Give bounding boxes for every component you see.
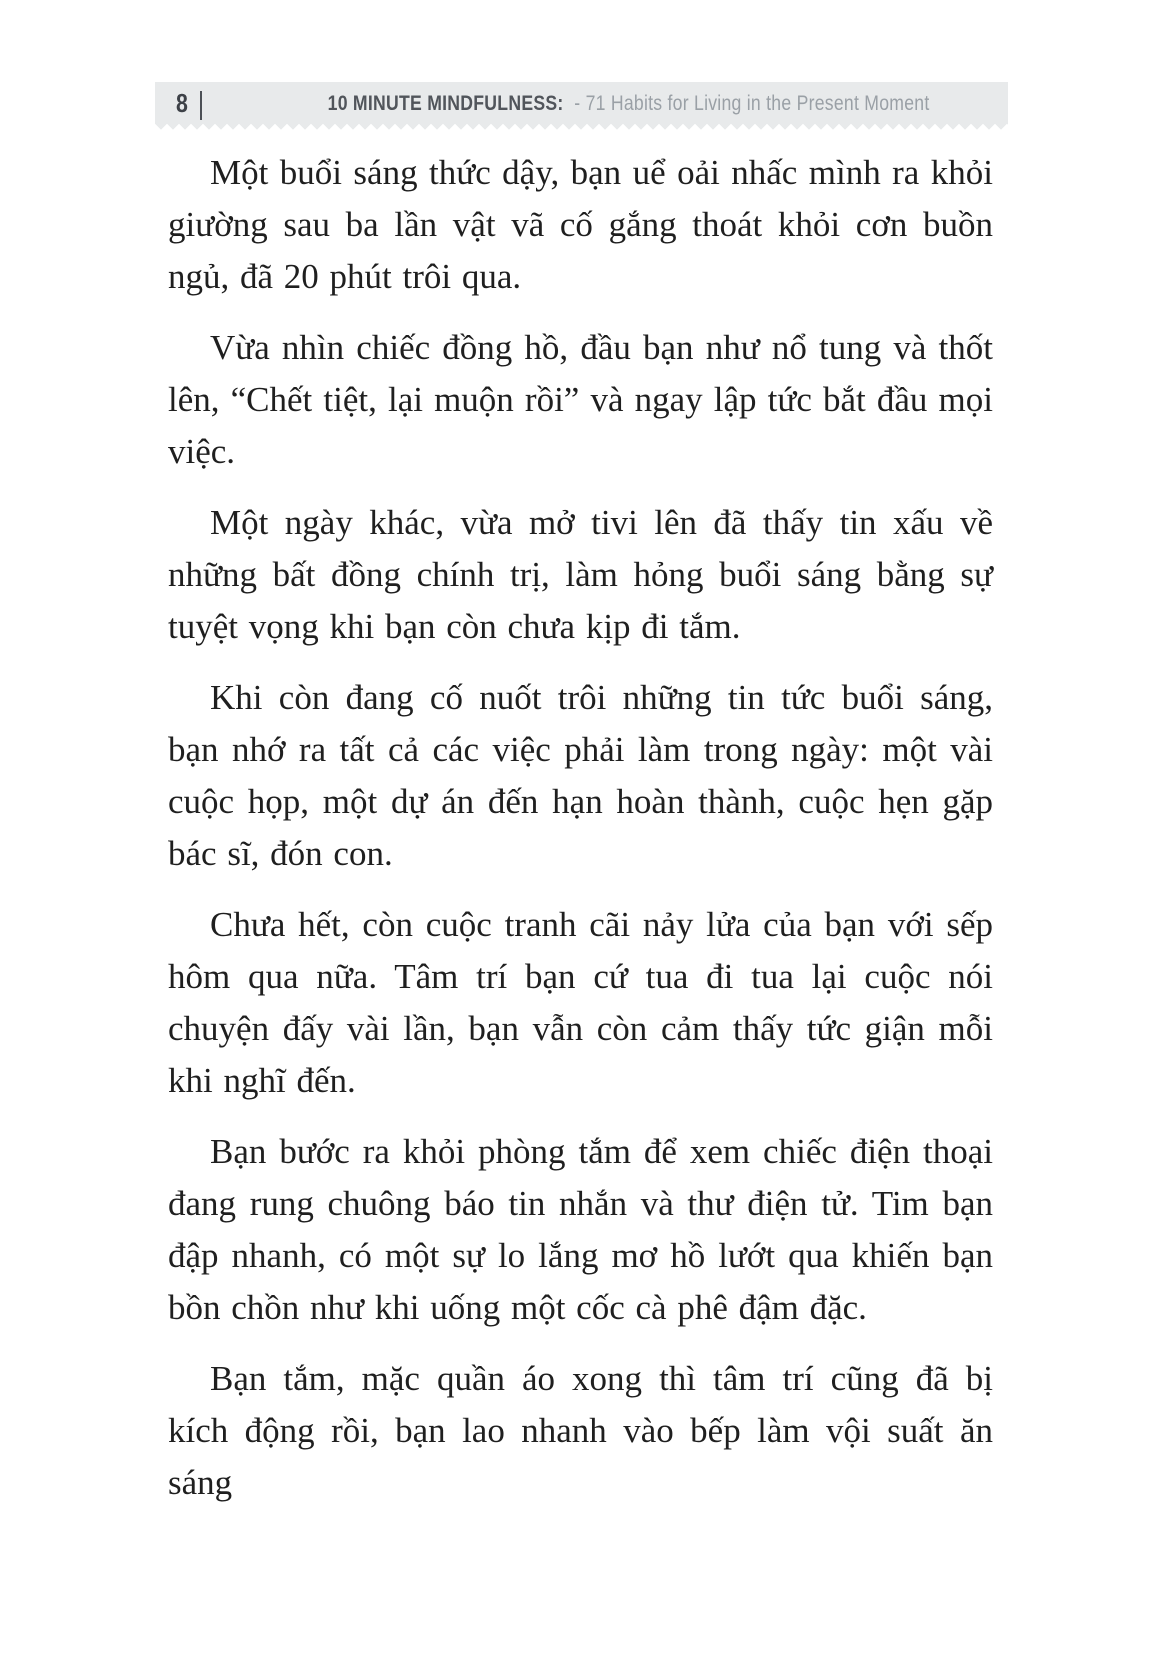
paragraph: Bạn bước ra khỏi phòng tắm để xem chiếc điện thoại đang rung chuông báo tin nhắn và thư điện tử. Tim bạn đập nhanh, có một sự lo lắng mơ hồ lướt qua khiến bạn bồn chồn như khi uống một cốc cà phê đậm đặc. xyxy=(168,1132,993,1327)
page-number: 8 xyxy=(176,88,188,118)
paragraph: Bạn tắm, mặc quần áo xong thì tâm trí cũng đã bị kích động rồi, bạn lao nhanh vào bếp làm vội suất ăn sáng xyxy=(168,1359,993,1502)
book-title: 10 MINUTE MINDFULNESS: xyxy=(328,91,564,115)
paragraph: Khi còn đang cố nuốt trôi những tin tức buổi sáng, bạn nhớ ra tất cả các việc phải làm trong ngày: một vài cuộc họp, một dự án đến hạn hoàn thành, cuộc hẹn gặp bác sĩ, đón con. xyxy=(168,678,993,873)
book-subtitle: - 71 Habits for Living in the Present Moment xyxy=(574,91,930,115)
header-title xyxy=(328,93,930,114)
running-header xyxy=(155,82,1008,130)
paragraph: Chưa hết, còn cuộc tranh cãi nảy lửa của bạn với sếp hôm qua nữa. Tâm trí bạn cứ tua đi tua lại cuộc nói chuyện đấy vài lần, bạn vẫn còn cảm thấy tức giận mỗi khi nghĩ đến. xyxy=(168,905,993,1100)
paragraph: Vừa nhìn chiếc đồng hồ, đầu bạn như nổ tung và thốt lên, “Chết tiệt, lại muộn rồi” và ngay lập tức bắt đầu mọi việc. xyxy=(168,328,993,471)
page-body-text xyxy=(168,147,993,1528)
running-header-inner xyxy=(155,82,1008,124)
page-number-divider xyxy=(200,91,202,120)
paragraph: Một ngày khác, vừa mở tivi lên đã thấy tin xấu về những bất đồng chính trị, làm hỏng buổi sáng bằng sự tuyệt vọng khi bạn còn chưa kịp đi tắm. xyxy=(168,503,993,646)
paragraph: Một buổi sáng thức dậy, bạn uể oải nhấc mình ra khỏi giường sau ba lần vật vã cố gắng thoát khỏi cơn buồn ngủ, đã 20 phút trôi qua. xyxy=(168,153,993,296)
